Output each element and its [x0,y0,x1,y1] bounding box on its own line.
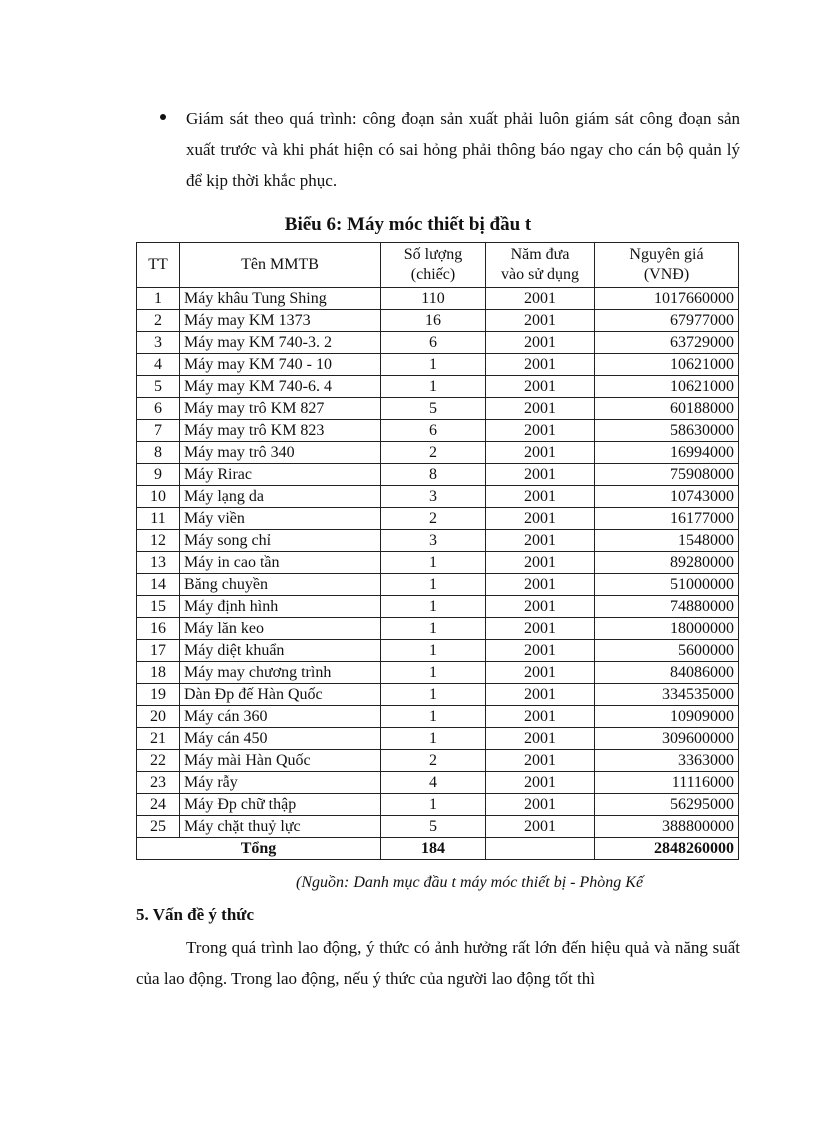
table-row [137,442,739,464]
cell-year: 2001 [486,750,595,772]
cell-qty: 1 [381,596,486,618]
cell-tt: 10 [137,486,180,508]
cell-price: 10621000 [595,354,739,376]
cell-qty: 16 [381,310,486,332]
cell-year: 2001 [486,640,595,662]
total-year [486,838,595,860]
cell-tt: 5 [137,376,180,398]
cell-price: 3363000 [595,750,739,772]
cell-tt: 16 [137,618,180,640]
table-row [137,662,739,684]
cell-year: 2001 [486,288,595,310]
table-row [137,420,739,442]
cell-tt: 2 [137,310,180,332]
cell-name: Máy định hình [180,596,381,618]
table-row [137,310,739,332]
table-row [137,772,739,794]
table-row [137,552,739,574]
cell-tt: 19 [137,684,180,706]
cell-price: 16177000 [595,508,739,530]
table-row [137,376,739,398]
cell-price: 74880000 [595,596,739,618]
cell-price: 60188000 [595,398,739,420]
cell-name: Máy may trô KM 823 [180,420,381,442]
cell-year: 2001 [486,508,595,530]
cell-year: 2001 [486,398,595,420]
cell-name: Máy cán 360 [180,706,381,728]
cell-tt: 12 [137,530,180,552]
cell-price: 58630000 [595,420,739,442]
table-row [137,398,739,420]
cell-tt: 4 [137,354,180,376]
cell-year: 2001 [486,376,595,398]
total-qty: 184 [381,838,486,860]
table-row [137,794,739,816]
cell-year: 2001 [486,442,595,464]
cell-tt: 17 [137,640,180,662]
header-price [595,243,739,288]
cell-name: Máy may KM 1373 [180,310,381,332]
table-caption: Biểu 6: Máy móc thiết bị đầu t [284,214,532,235]
bullet-dot-icon [160,114,166,120]
table-row [137,684,739,706]
cell-year: 2001 [486,728,595,750]
cell-qty: 4 [381,772,486,794]
cell-qty: 1 [381,574,486,596]
cell-qty: 2 [381,750,486,772]
header-year-line2: vào sử dụng [501,266,579,283]
table-row [137,288,739,310]
cell-tt: 11 [137,508,180,530]
table-row [137,508,739,530]
cell-tt: 18 [137,662,180,684]
cell-qty: 1 [381,376,486,398]
cell-tt: 7 [137,420,180,442]
cell-qty: 1 [381,728,486,750]
header-price-line1: Nguyên giá [629,246,704,263]
cell-name: Máy in cao tần [180,552,381,574]
table-row [137,486,739,508]
cell-price: 11116000 [595,772,739,794]
cell-qty: 1 [381,552,486,574]
header-tt: TT [137,243,180,288]
header-price-line2: (VNĐ) [643,266,690,283]
cell-price: 56295000 [595,794,739,816]
table-row [137,354,739,376]
cell-qty: 1 [381,684,486,706]
table-row [137,596,739,618]
total-label: Tổng [137,838,381,860]
cell-price: 388800000 [595,816,739,838]
cell-qty: 110 [381,288,486,310]
header-qty [381,243,486,288]
cell-tt: 25 [137,816,180,838]
cell-name: Máy Rirac [180,464,381,486]
cell-price: 51000000 [595,574,739,596]
cell-year: 2001 [486,816,595,838]
cell-name: Máy cán 450 [180,728,381,750]
cell-name: Máy khâu Tung Shing [180,288,381,310]
cell-name: Máy may chương trình [180,662,381,684]
cell-year: 2001 [486,310,595,332]
cell-year: 2001 [486,332,595,354]
table-row [137,706,739,728]
cell-tt: 22 [137,750,180,772]
cell-name: Máy Đp chữ thập [180,794,381,816]
cell-name: Máy may KM 740-3. 2 [180,332,381,354]
cell-qty: 5 [381,816,486,838]
cell-price: 89280000 [595,552,739,574]
source-note: (Nguồn: Danh mục đầu t máy móc thiết bị - Phòng Kế [296,874,644,891]
cell-year: 2001 [486,552,595,574]
cell-year: 2001 [486,618,595,640]
cell-name: Dàn Đp đế Hàn Quốc [180,684,381,706]
cell-tt: 1 [137,288,180,310]
table-row [137,750,739,772]
cell-price: 309600000 [595,728,739,750]
cell-year: 2001 [486,486,595,508]
cell-qty: 1 [381,640,486,662]
cell-name: Máy rẫy [180,772,381,794]
body-paragraph: Trong quá trình lao động, ý thức có ảnh hưởng rất lớn đến hiệu quả và năng suất của lao động. Trong lao động, nếu ý thức của người lao động tốt thì [136,938,740,988]
cell-qty: 3 [381,530,486,552]
cell-price: 10909000 [595,706,739,728]
header-year [486,243,595,288]
header-qty-line1: Số lượng [403,246,463,263]
cell-year: 2001 [486,772,595,794]
cell-tt: 3 [137,332,180,354]
cell-price: 10621000 [595,376,739,398]
cell-year: 2001 [486,354,595,376]
cell-tt: 13 [137,552,180,574]
equipment-table [136,242,739,860]
cell-price: 1548000 [595,530,739,552]
table-row [137,816,739,838]
cell-tt: 6 [137,398,180,420]
cell-tt: 8 [137,442,180,464]
bullet-paragraph: Giám sát theo quá trình: công đoạn sản xuất phải luôn giám sát công đoạn sản xuất trước và khi phát hiện có sai hỏng phải thông báo ngay cho cán bộ quản lý để kịp thời khắc phục. [186,109,740,190]
cell-name: Băng chuyền [180,574,381,596]
cell-qty: 6 [381,420,486,442]
cell-qty: 3 [381,486,486,508]
cell-price: 5600000 [595,640,739,662]
table-body [137,288,739,838]
cell-qty: 2 [381,508,486,530]
table-row [137,530,739,552]
cell-price: 334535000 [595,684,739,706]
cell-price: 67977000 [595,310,739,332]
cell-tt: 15 [137,596,180,618]
cell-tt: 9 [137,464,180,486]
cell-year: 2001 [486,662,595,684]
total-row [137,838,739,860]
cell-qty: 1 [381,706,486,728]
cell-name: Máy may KM 740 - 10 [180,354,381,376]
header-name: Tên MMTB [180,243,381,288]
table-row [137,574,739,596]
cell-tt: 20 [137,706,180,728]
cell-year: 2001 [486,530,595,552]
header-year-line1: Năm đưa [510,246,570,263]
section-heading: 5. Vấn đề ý thức [136,905,255,924]
table-row [137,332,739,354]
cell-qty: 1 [381,794,486,816]
cell-tt: 23 [137,772,180,794]
cell-name: Máy lạng da [180,486,381,508]
cell-name: Máy may KM 740-6. 4 [180,376,381,398]
cell-year: 2001 [486,574,595,596]
cell-name: Máy lăn keo [180,618,381,640]
cell-price: 75908000 [595,464,739,486]
cell-tt: 14 [137,574,180,596]
cell-name: Máy mài Hàn Quốc [180,750,381,772]
cell-qty: 5 [381,398,486,420]
table-row [137,728,739,750]
cell-year: 2001 [486,596,595,618]
cell-year: 2001 [486,794,595,816]
cell-qty: 2 [381,442,486,464]
cell-price: 10743000 [595,486,739,508]
cell-name: Máy song chỉ [180,530,381,552]
cell-name: Máy may trô KM 827 [180,398,381,420]
cell-qty: 1 [381,618,486,640]
cell-name: Máy viền [180,508,381,530]
table-row [137,640,739,662]
cell-price: 16994000 [595,442,739,464]
cell-name: Máy diệt khuẩn [180,640,381,662]
table-row [137,464,739,486]
cell-qty: 6 [381,332,486,354]
cell-price: 84086000 [595,662,739,684]
total-price: 2848260000 [595,838,739,860]
cell-tt: 24 [137,794,180,816]
table-header-row [137,243,739,288]
cell-tt: 21 [137,728,180,750]
cell-qty: 1 [381,662,486,684]
cell-year: 2001 [486,464,595,486]
cell-price: 1017660000 [595,288,739,310]
cell-year: 2001 [486,706,595,728]
cell-year: 2001 [486,684,595,706]
header-qty-line2: (chiếc) [410,266,456,283]
cell-qty: 1 [381,354,486,376]
cell-price: 63729000 [595,332,739,354]
cell-name: Máy may trô 340 [180,442,381,464]
cell-year: 2001 [486,420,595,442]
table-row [137,618,739,640]
cell-price: 18000000 [595,618,739,640]
cell-qty: 8 [381,464,486,486]
cell-name: Máy chặt thuỷ lực [180,816,381,838]
